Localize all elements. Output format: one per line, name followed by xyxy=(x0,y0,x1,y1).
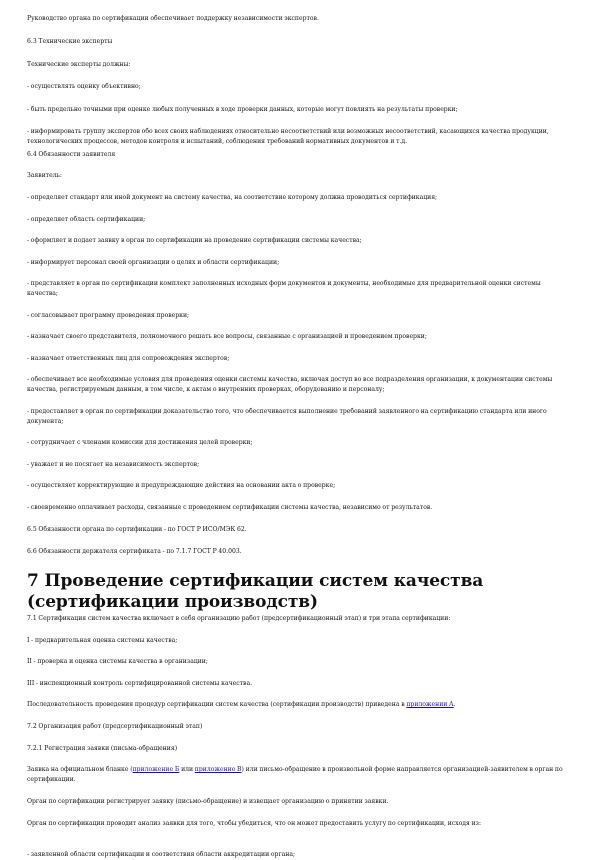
list-item: - назначает ответственных лиц для сопровождения экспертов; xyxy=(27,355,230,362)
paragraph-6-5: 6.5 Обязанности органа по сертификации - по ГОСТ Р ИСО/МЭК 62. xyxy=(27,526,247,533)
paragraph-application-text: Заявка на официальном бланке ( xyxy=(27,766,133,773)
list-item: - представляет в орган по сертификации комплект заполненных исходных форм документов и документы, необходимые для предварительной оценки системы качества; xyxy=(27,280,541,298)
paragraph-tech-experts-must: Технические эксперты должны: xyxy=(27,61,131,68)
list-item: - сотрудничает с членами комиссии для достижения целей проверки; xyxy=(27,439,253,446)
paragraph-6-6: 6.6 Обязанности держателя сертификата - по 7.1.7 ГОСТ Р 40.003. xyxy=(27,548,242,555)
paragraph-application-form xyxy=(27,765,572,786)
appendix-a-link[interactable]: приложении А xyxy=(406,701,454,708)
appendix-b-link[interactable]: приложение Б xyxy=(132,766,180,773)
list-item: - предоставляет в орган по сертификации доказательство того, что обеспечивается выполнение требований заявленного на сертификацию стандарта или иного документа; xyxy=(27,408,547,426)
paragraph-applicant: Заявитель: xyxy=(27,172,62,179)
paragraph-management-support: Руководство органа по сертификации обеспечивает поддержку независимости экспертов. xyxy=(27,15,319,22)
list-item: - назначает своего представителя, полномочного решать все вопросы, связанные с организацией и проведением проверки; xyxy=(27,333,427,340)
list-item: - быть предельно точными при оценке любых полученных в ходе проверки данных, которые могут повлиять на результаты проверки; xyxy=(27,106,458,113)
paragraph-sequence-end: . xyxy=(453,701,456,708)
list-item: - заявленной области сертификации и соответствия области аккредитации органа; xyxy=(27,851,296,858)
section-heading-6-4: 6.4 Обязанности заявителя xyxy=(27,151,116,158)
list-item: - оформляет и подает заявку в орган по сертификации на проведение сертификации системы качества; xyxy=(27,237,362,244)
section-heading-7-2-1: 7.2.1 Регистрация заявки (письма-обращения) xyxy=(27,745,178,752)
paragraph-7-1: 7.1 Сертификация систем качества включает в себя организацию работ (предсертификационный этап) и три этапа сертификации: xyxy=(27,615,451,622)
paragraph-sequence-text: Последовательность проведения процедур сертификации систем качества (сертификации производств) приведена в xyxy=(27,701,407,708)
paragraph-analysis: Орган по сертификации проводит анализ заявки для того, чтобы убедиться, что он может предоставить услугу по сертификации, исходя из: xyxy=(27,820,482,827)
list-item: - определяет стандарт или иной документ на систему качества, на соответствие которому должна проводиться сертификация; xyxy=(27,194,438,201)
list-item: III - инспекционный контроль сертифицированной системы качества. xyxy=(27,680,253,687)
list-item: II - проверка и оценка системы качества в организации; xyxy=(27,658,208,665)
paragraph-registration: Орган по сертификации регистрирует заявку (письмо-обращение) и извещает организацию о принятии заявки. xyxy=(27,798,389,805)
list-item: I - предварительная оценка системы качества; xyxy=(27,637,178,644)
section-heading-6-3: 6.3 Технические эксперты xyxy=(27,38,113,45)
paragraph-application-or: или xyxy=(179,766,195,773)
list-item: - своевременно оплачивает расходы, связанные с проведением сертификации системы качества, независимо от результатов. xyxy=(27,504,433,511)
list-item: - уважает и не посягает на независимость экспертов; xyxy=(27,461,200,468)
list-item: - согласовывает программу проведения проверки; xyxy=(27,312,190,319)
list-item: - осуществлять оценку объективно; xyxy=(27,83,141,90)
list-item: - определяет область сертификации; xyxy=(27,216,146,223)
list-item: - информирует персонал своей организации о целях и области сертификации; xyxy=(27,259,280,266)
appendix-v-link[interactable]: приложение В xyxy=(194,766,242,773)
section-heading-7-2: 7.2 Организация работ (предсертификационный этап) xyxy=(27,723,203,730)
chapter-7-heading: 7 Проведение сертификации систем качества (сертификации производств) xyxy=(27,571,484,612)
paragraph-sequence xyxy=(27,700,572,710)
list-item: - обеспечивает все необходимые условия для проведения оценки системы качества, включая доступ во все подразделения организации, к документации системы качества, регистрируемым данным, в том числе, к актам о внутренних проверках, оборудованию и персоналу; xyxy=(27,376,553,394)
list-item: - осуществляет корректирующие и предупреждающие действия на основании акта о проверке; xyxy=(27,482,336,489)
list-item: - информировать группу экспертов обо всех своих наблюдениях относительно несоответствий или возможных несоответствий, касающихся качества продукции, технологических процессов, методов контроля и испытаний, соблюдения требований нормативных документов и т.д. xyxy=(27,128,549,146)
paragraph-application-end: ) или письмо-обращение в произвольной форме направляется организацией-заявителем в орган по сертификации. xyxy=(27,766,563,784)
